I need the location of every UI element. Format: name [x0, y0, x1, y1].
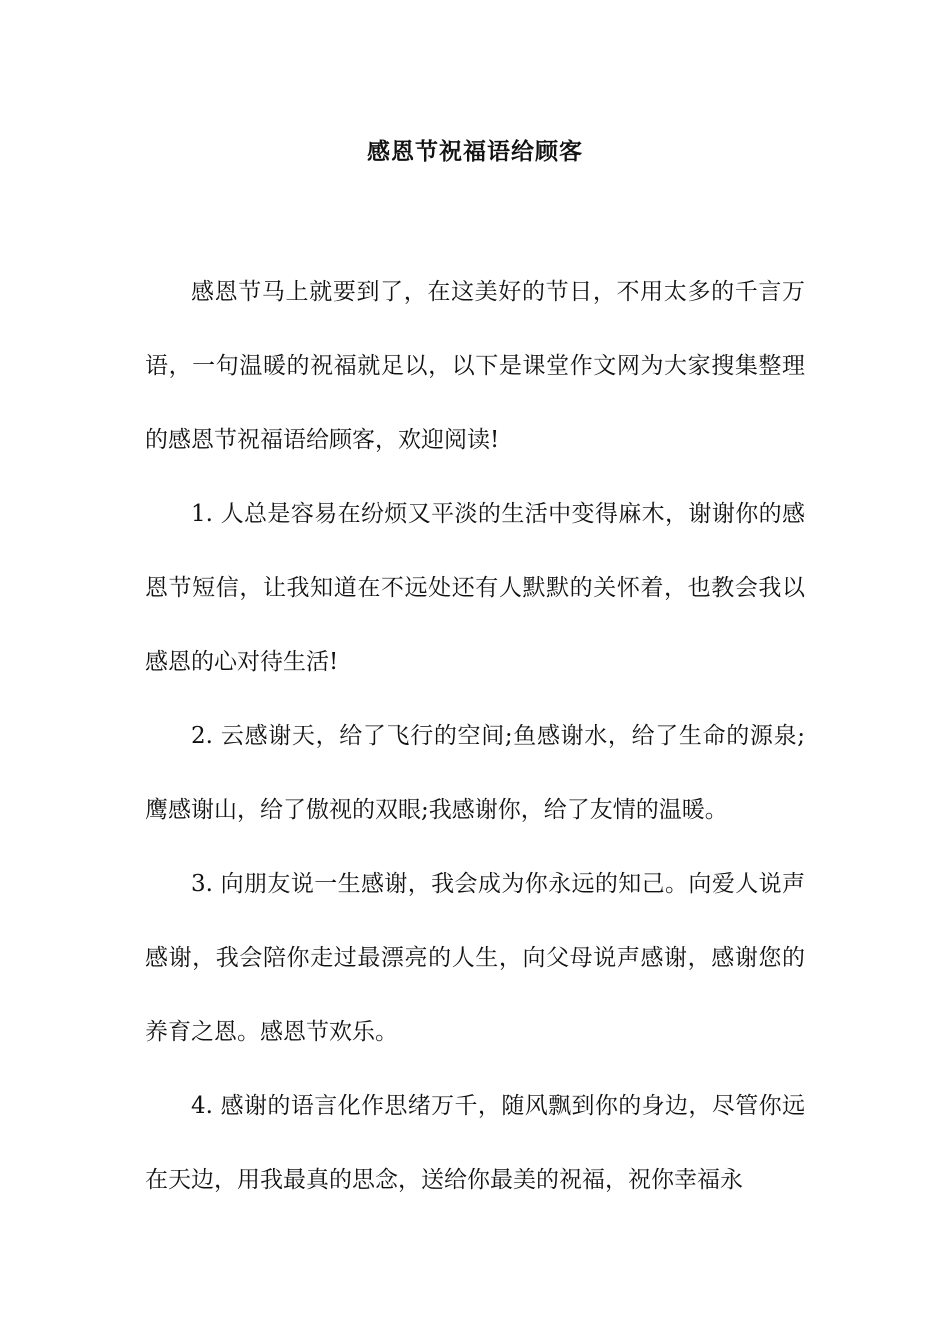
greeting-item-1: 1. 人总是容易在纷烦又平淡的生活中变得麻木，谢谢你的感恩节短信，让我知道在不远处还有人默默的关怀着，也教会我以感恩的心对待生活!	[145, 501, 805, 675]
intro-paragraph: 感恩节马上就要到了，在这美好的节日，不用太多的千言万语，一句温暖的祝福就足以，以下是课堂作文网为大家搜集整理的感恩节祝福语给顾客，欢迎阅读!	[145, 279, 805, 453]
greeting-item-3: 3. 向朋友说一生感谢，我会成为你永远的知己。向爱人说声感谢，我会陪你走过最漂亮的人生，向父母说声感谢，感谢您的养育之恩。感恩节欢乐。	[145, 871, 805, 1045]
document-body	[145, 255, 805, 1217]
greeting-item-4: 4. 感谢的语言化作思绪万千，随风飘到你的身边，尽管你远在天边，用我最真的思念，送给你最美的祝福，祝你幸福永	[145, 1093, 805, 1193]
document-title: 感恩节祝福语给顾客	[367, 138, 583, 165]
greeting-item-2: 2. 云感谢天，给了飞行的空间;鱼感谢水，给了生命的源泉;鹰感谢山，给了傲视的双眼;我感谢你，给了友情的温暖。	[145, 723, 805, 823]
